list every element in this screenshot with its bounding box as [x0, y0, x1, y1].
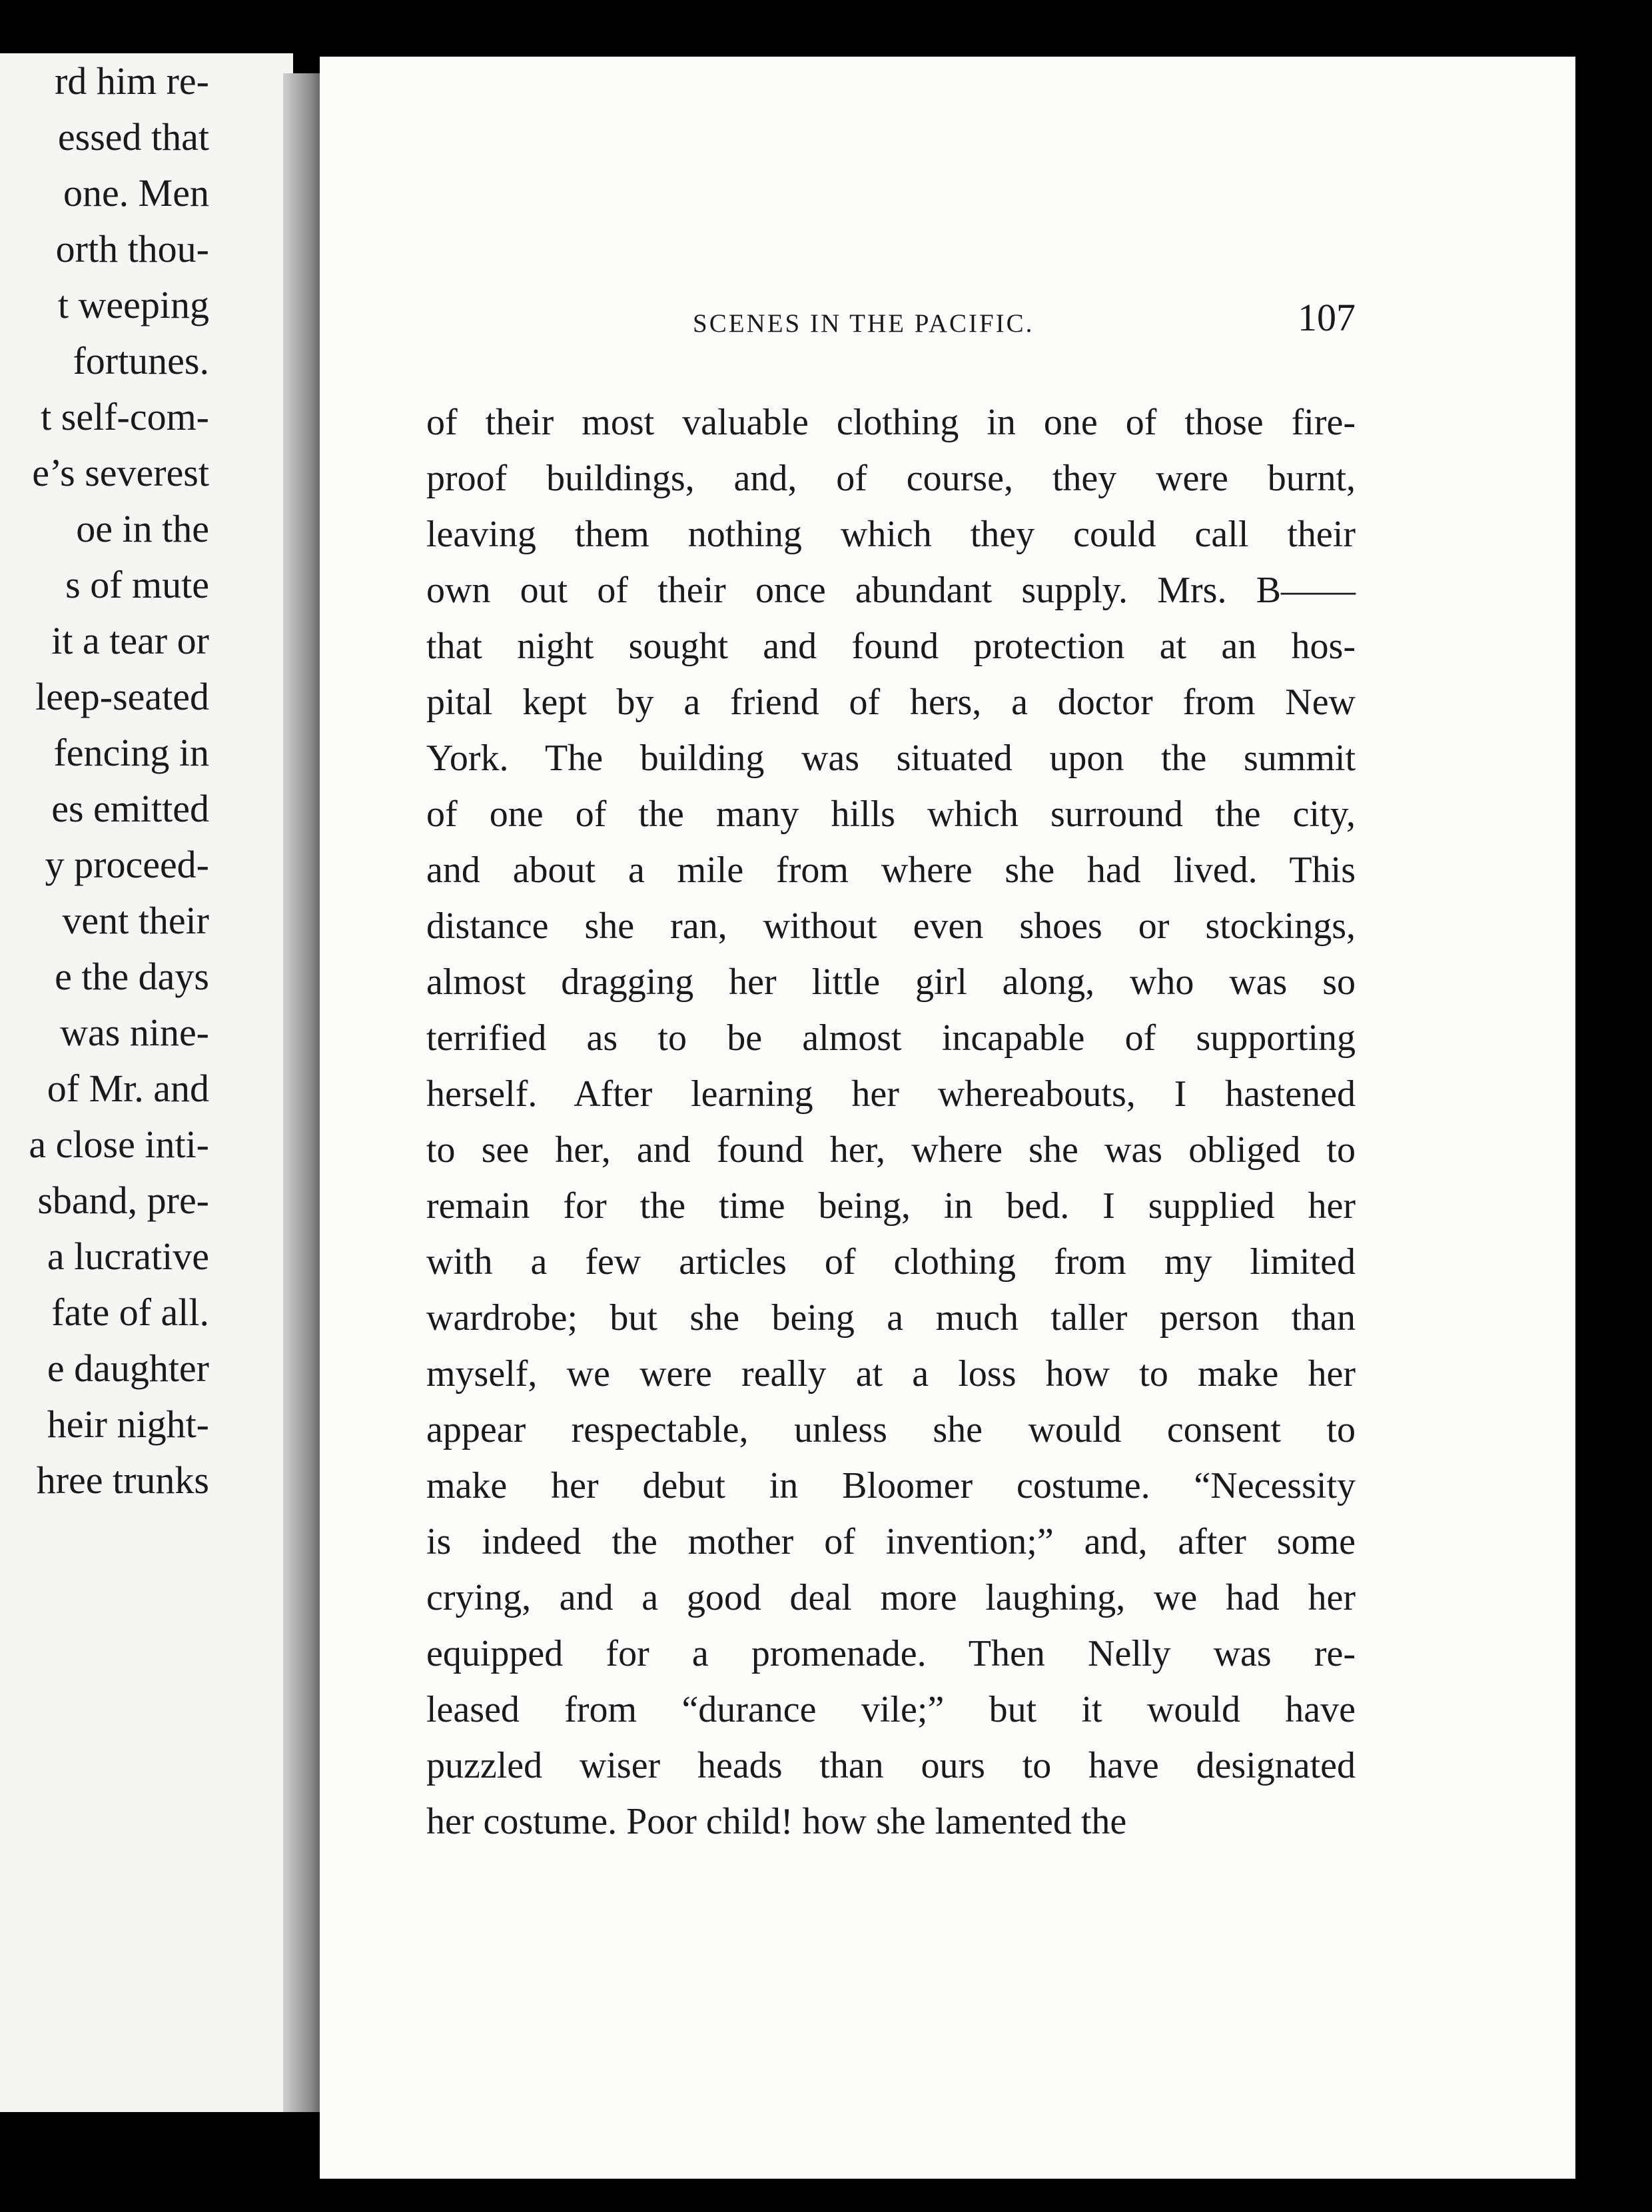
text-line: of one of the many hills which surround the city,	[426, 794, 1356, 835]
left-line: a lucrative	[47, 1235, 209, 1278]
running-head: SCENES IN THE PACIFIC.	[693, 309, 1034, 338]
left-line: vent their	[62, 899, 209, 942]
left-line: es emitted	[51, 787, 209, 830]
text-line: remain for the time being, in bed. I supplied her	[426, 1185, 1356, 1227]
text-line: that night sought and found protection at an hos-	[426, 626, 1356, 667]
text-line: crying, and a good deal more laughing, we had her	[426, 1577, 1356, 1618]
left-line: s of mute	[65, 563, 209, 606]
text-line: almost dragging her little girl along, who was so	[426, 961, 1356, 1003]
left-line: t self-com-	[41, 395, 209, 438]
left-line: orth thou-	[55, 227, 209, 271]
text-line: distance she ran, without even shoes or stockings,	[426, 905, 1356, 947]
left-page-text	[29, 53, 209, 1508]
left-page	[0, 53, 293, 2112]
left-line: it a tear or	[51, 619, 209, 662]
left-line: heir night-	[47, 1402, 209, 1446]
left-line: oe in the	[76, 507, 209, 550]
left-line: e’s severest	[32, 451, 209, 494]
text-line: herself. After learning her whereabouts, I hastened	[426, 1073, 1356, 1115]
left-line: e daughter	[47, 1347, 209, 1390]
left-line: was nine-	[60, 1011, 209, 1054]
left-line: e the days	[55, 955, 209, 998]
text-line: of their most valuable clothing in one of those fire-	[426, 402, 1356, 443]
text-line: appear respectable, unless she would consent to	[426, 1409, 1356, 1450]
text-line: make her debut in Bloomer costume. “Necessity	[426, 1465, 1356, 1506]
left-line: one. Men	[63, 171, 209, 215]
text-line: equipped for a promenade. Then Nelly was re-	[426, 1633, 1356, 1674]
left-line: of Mr. and	[47, 1067, 209, 1110]
text-line: York. The building was situated upon the summit	[426, 738, 1356, 779]
text-line: pital kept by a friend of hers, a doctor from New	[426, 682, 1356, 723]
left-line: rd him re-	[55, 59, 209, 103]
left-line: fortunes.	[73, 339, 209, 382]
text-line: puzzled wiser heads than ours to have designated	[426, 1745, 1356, 1786]
text-line: own out of their once abundant supply. Mrs. B——	[426, 570, 1356, 611]
page-header	[693, 296, 1356, 350]
left-line: a close inti-	[29, 1123, 209, 1166]
left-line: hree trunks	[36, 1458, 209, 1502]
text-line: is indeed the mother of invention;” and, after some	[426, 1521, 1356, 1562]
text-line: leaving them nothing which they could call their	[426, 514, 1356, 555]
body-text	[426, 394, 1356, 1850]
text-line: proof buildings, and, of course, they were burnt,	[426, 458, 1356, 499]
text-line: and about a mile from where she had lived. This	[426, 849, 1356, 891]
text-line: with a few articles of clothing from my limited	[426, 1241, 1356, 1283]
text-line: to see her, and found her, where she was obliged to	[426, 1129, 1356, 1171]
text-line: leased from “durance vile;” but it would have	[426, 1689, 1356, 1730]
left-line: t weeping	[57, 283, 209, 326]
left-line: fate of all.	[51, 1291, 209, 1334]
text-line: her costume. Poor child! how she lamented the	[426, 1801, 1127, 1842]
text-line: wardrobe; but she being a much taller person than	[426, 1297, 1356, 1339]
page-number: 107	[1298, 296, 1356, 339]
left-line: fencing in	[53, 731, 209, 774]
text-line: myself, we were really at a loss how to make her	[426, 1353, 1356, 1394]
text-line: terrified as to be almost incapable of supporting	[426, 1017, 1356, 1059]
left-line: y proceed-	[45, 843, 209, 886]
left-line: essed that	[57, 115, 209, 159]
left-line: sband, pre-	[37, 1179, 209, 1222]
left-line: leep-seated	[35, 675, 209, 718]
